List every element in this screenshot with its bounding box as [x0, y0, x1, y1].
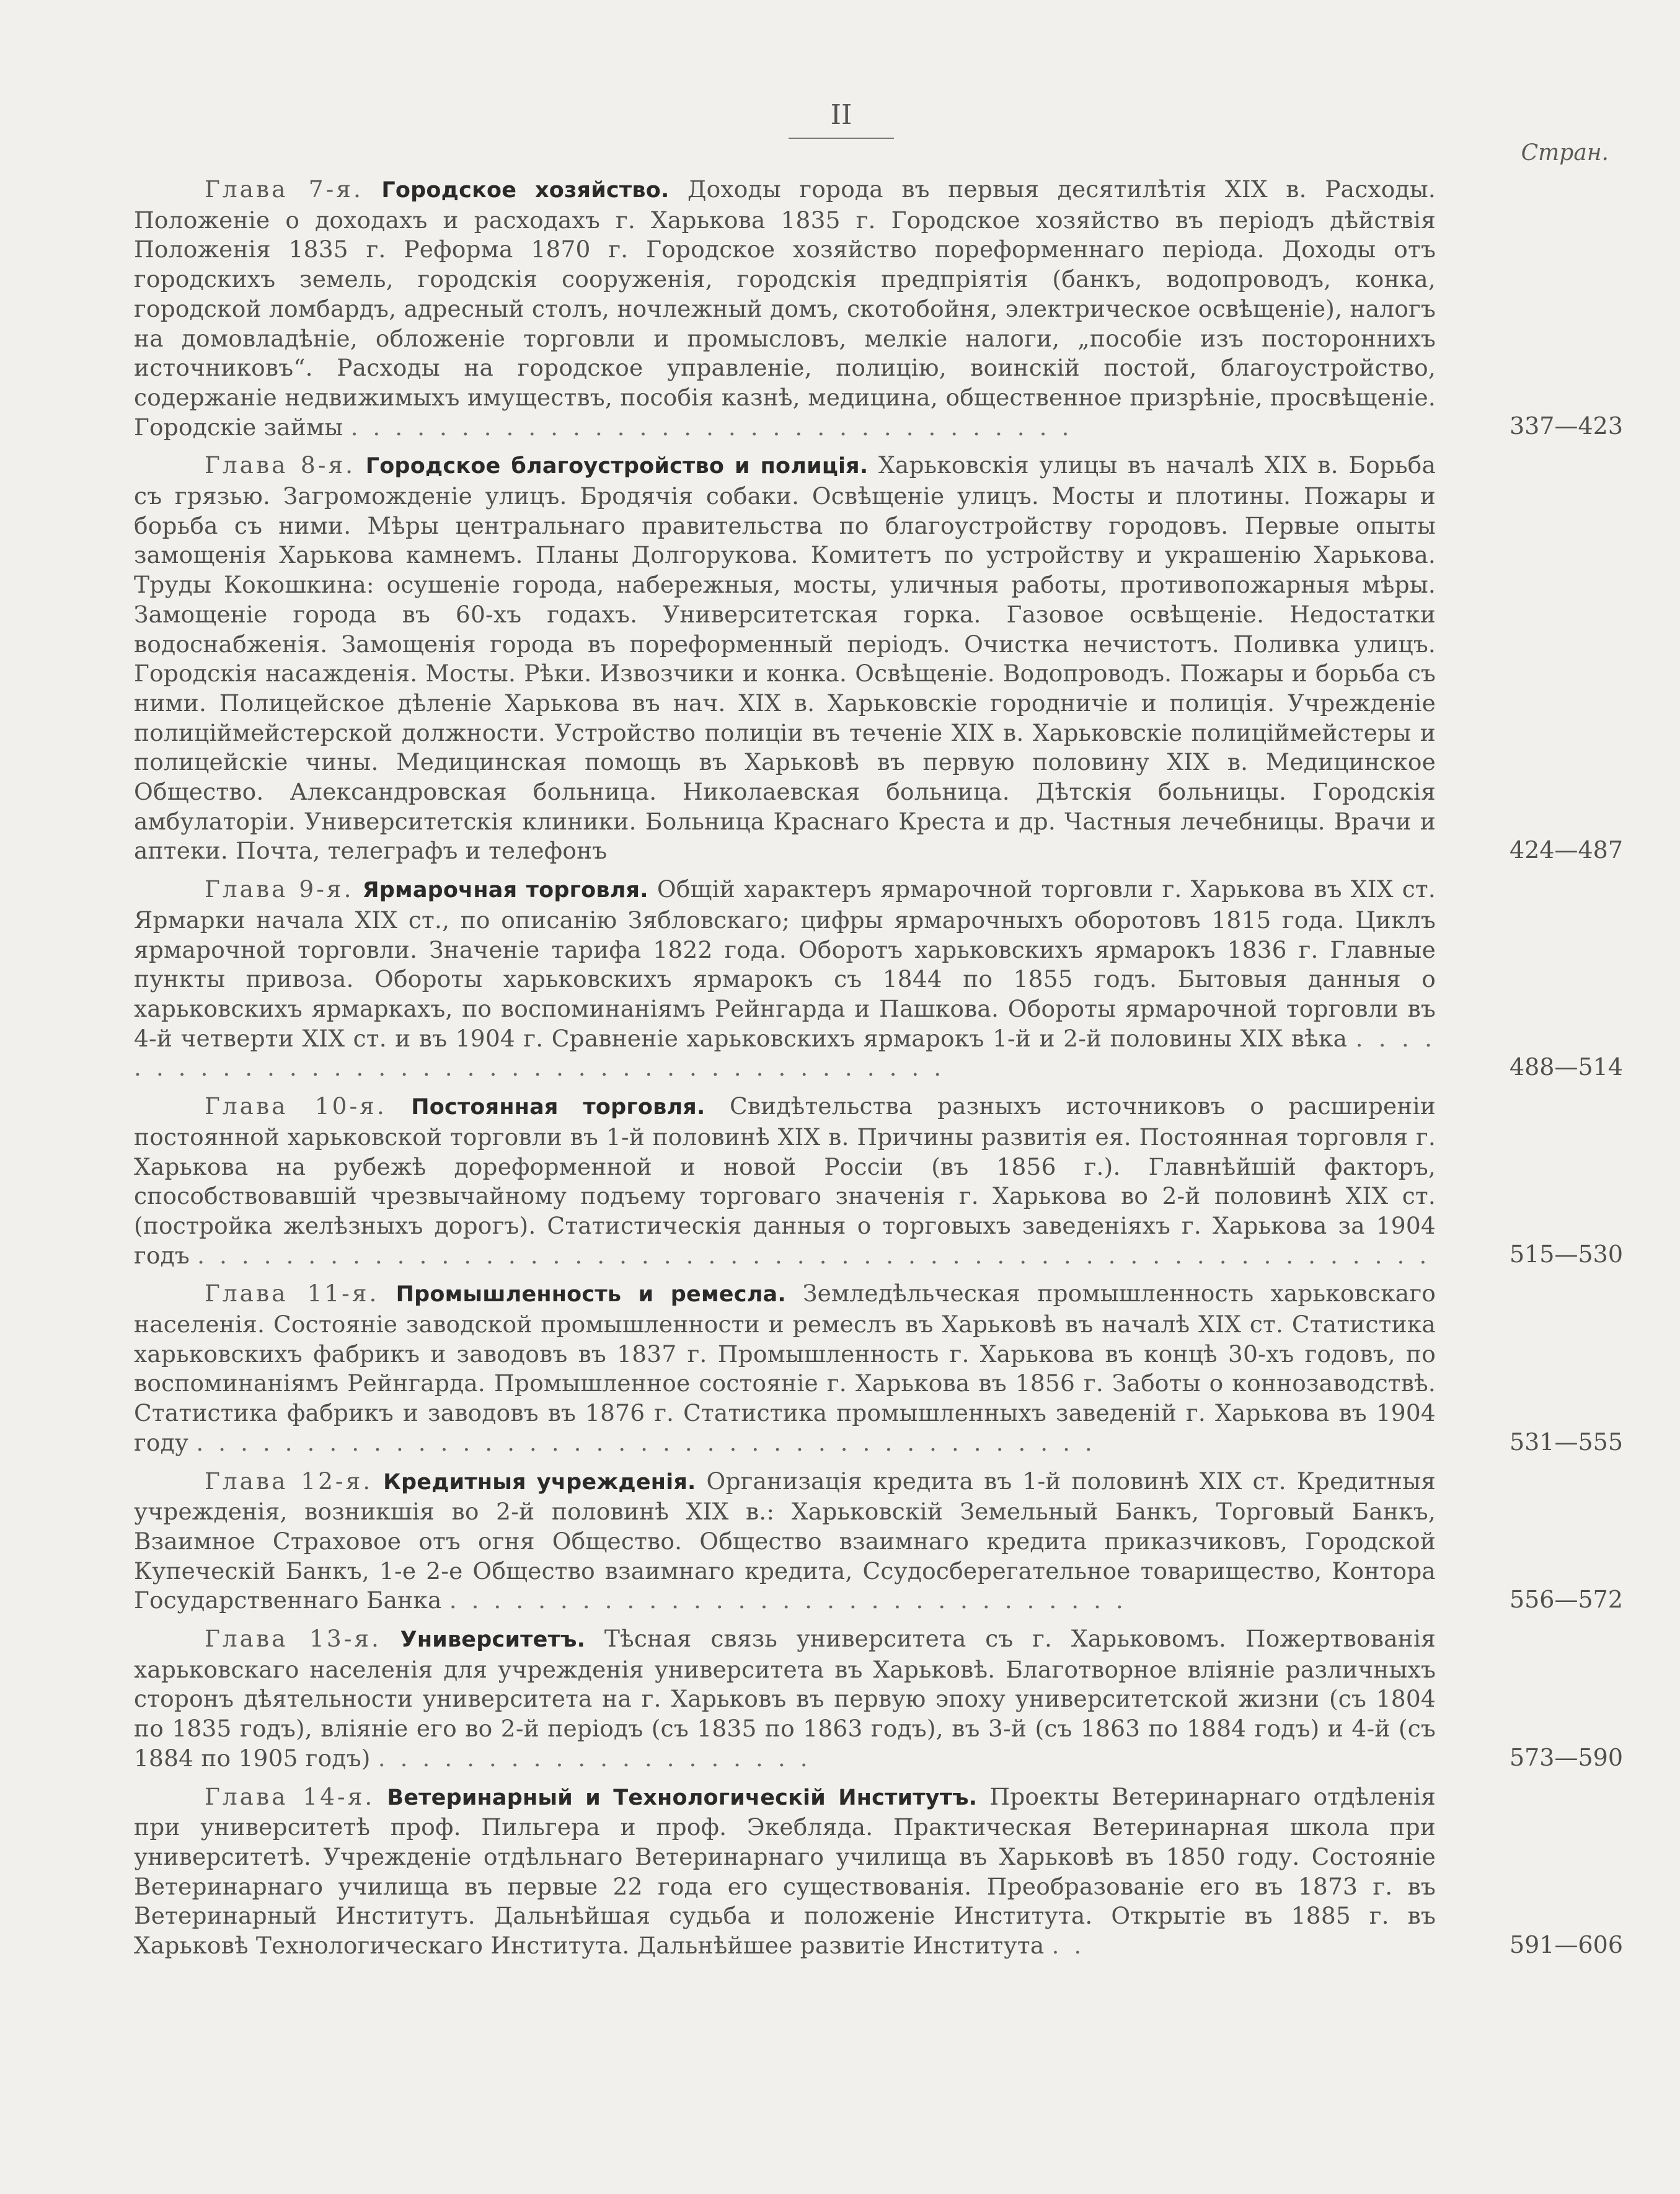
- toc-entry-chapter-14: [134, 1782, 1653, 1961]
- toc-entry-chapter-7: [134, 175, 1653, 442]
- chapter-summary: Проекты Ветеринарнаго отдѣленія при университетѣ проф. Пильгера и проф. Экебляда. Практическая Ветеринарная школа при университетѣ. Учрежденіе отдѣльнаго Ветеринарнаго училища въ Харьковѣ въ 1850 году. Состояніе Ветеринарнаго училища въ первые 22 года его существованія. Преобразованіе его въ 1873 г. въ Ветеринарный Институтъ. Дальнѣйшая судьба и положеніе Института. Открытіе въ 1885 г. въ Харьковѣ Технологическаго Института. Дальнѣйшее развитіе Института: [134, 1782, 1436, 1960]
- dot-leader: . . . . . . . . . . . . . . . . . . . .: [378, 1744, 811, 1772]
- chapter-label: Глава 8-я.: [205, 451, 356, 479]
- page-range: 556—572: [1509, 1586, 1623, 1614]
- dot-leader: . . . . . . . . . . . . . . . . . . . . . . . . . . . . . . . . .: [350, 413, 1073, 441]
- toc-entry-chapter-8: [134, 451, 1653, 866]
- toc-entry-text: [134, 1624, 1436, 1774]
- toc-entry-text: [134, 875, 1436, 1083]
- chapter-title: Промышленность и ремесла.: [396, 1282, 786, 1307]
- chapter-summary: Тѣсная связь университета съ г. Харьковомъ. Пожертвованія харьковскаго населенія для учрежденія университета въ Харьковѣ. Благотворное вліяніе различныхъ сторонъ дѣятельности университета на г. Харьковъ въ первую эпоху университетской жизни (съ 1804 по 1835 годъ), вліяніе его во 2-й періодъ (съ 1835 по 1863 годъ), въ 3-й (съ 1863 по 1884 годъ) и 4-й (съ 1884 по 1905 годъ): [134, 1625, 1436, 1772]
- toc-entry-chapter-12: [134, 1467, 1653, 1616]
- pages-column-header: Стран.: [1521, 140, 1609, 166]
- chapter-title: Университетъ.: [400, 1627, 586, 1653]
- chapter-title: Городское благоустройство и полиція.: [365, 454, 869, 479]
- chapter-label: Глава 13-я.: [205, 1625, 381, 1653]
- chapter-label: Глава 12-я.: [205, 1467, 373, 1495]
- page-range: 531—555: [1509, 1428, 1623, 1456]
- chapter-summary: Доходы города въ первыя десятилѣтія XIX в. Расходы. Положеніе о доходахъ и расходахъ г. Харькова 1835 г. Городское хозяйство въ періодъ дѣйствія Положенія 1835 г. Реформа 1870 г. Городское хозяйство пореформеннаго періода. Доходы отъ городскихъ земель, городскія сооруженія, городскія предпріятія (банкъ, водопроводъ, конка, городской ломбардъ, адресный столъ, ночлежный домъ, скотобойня, электрическое освѣщеніе), налогъ на домовладѣніе, обложеніе торговли и промысловъ, мелкіе налоги, „пособіе изъ постороннихъ источниковъ“. Расходы на городское управленіе, полицію, воинскій постой, благоустройство, содержаніе недвижимыхъ имуществъ, пособія казнѣ, медицина, общественное призрѣніе, просвѣщеніе. Городскіе займы: [134, 175, 1436, 441]
- toc-entry-chapter-13: [134, 1624, 1653, 1774]
- dot-leader: . . . . . . . . . . . . . . . . . . . . . . . . . . . . . . . . . . . . . . . . . . . . . . . . . . . . . . . .: [197, 1241, 1431, 1269]
- toc-entry-text: [134, 1467, 1436, 1616]
- toc-entry-text: [134, 175, 1436, 442]
- chapter-label: Глава 10-я.: [205, 1092, 387, 1120]
- page-range: 337—423: [1509, 412, 1623, 440]
- page-range: 573—590: [1509, 1743, 1623, 1771]
- chapter-label: Глава 9-я.: [205, 875, 354, 903]
- toc-entry-chapter-10: [134, 1092, 1653, 1270]
- chapter-summary: Организація кредита въ 1-й половинѣ XIX ст. Кредитныя учрежденія, возникшія во 2-й половинѣ XIX в.: Харьковскій Земельный Банкъ, Торговый Банкъ, Взаимное Страховое отъ огня Общество. Общество взаимнаго кредита приказчиковъ, Городской Купеческій Банкъ, 1-е 2-е Общество взаимнаго кредита, Ссудосберегательное товарищество, Контора Государственнаго Банка: [134, 1467, 1436, 1614]
- chapter-title: Ярмарочная торговля.: [362, 878, 648, 903]
- chapter-label: Глава 11-я.: [205, 1280, 379, 1307]
- dot-leader: . . . . . . . . . . . . . . . . . . . . . . . . . . . . . . . . . . . . . . . . .: [196, 1428, 1096, 1456]
- chapter-label: Глава 14-я.: [205, 1782, 375, 1810]
- chapter-title: Ветеринарный и Технологическій Институтъ.: [387, 1785, 978, 1810]
- toc-entry-text: [134, 1092, 1436, 1270]
- chapter-label: Глава 7-я.: [205, 175, 363, 203]
- page-number: II: [830, 99, 852, 131]
- chapter-title: Кредитныя учрежденія.: [383, 1469, 696, 1495]
- toc-entry-text: [134, 1782, 1436, 1961]
- page-number-rule: [789, 138, 894, 139]
- chapter-summary: Харьковскія улицы въ началѣ XIX в. Борьба съ грязью. Загроможденіе улицъ. Бродячія собаки. Освѣщеніе улицъ. Мосты и плотины. Пожары и борьба съ ними. Мѣры центральнаго правительства по благоустройству городовъ. Первые опыты замощенія Харькова камнемъ. Планы Долгорукова. Комитетъ по устройству и украшенію Харькова. Труды Кокошкина: осушеніе города, набережныя, мосты, уличныя работы, противопожарныя мѣры. Замощеніе города въ 60-хъ годахъ. Университетская горка. Газовое освѣщеніе. Недостатки водоснабженія. Замощенія города въ пореформенный періодъ. Очистка нечистотъ. Поливка улицъ. Городскія насажденія. Мосты. Рѣки. Извозчики и конка. Освѣщеніе. Водопроводъ. Пожары и борьба съ ними. Полицейское дѣленіе Харькова въ нач. XIX в. Харьковскіе городничіе и полиція. Учрежденіе полиціймейстерской должности. Устройство полиціи въ теченіе XIX в. Харьковскіе полиціймейстеры и полицейскіе чины. Медицинская помощь въ Харьковѣ въ первую половину XIX в. Медицинское Общество. Александровская больница. Николаевская больница. Дѣтскія больницы. Городскія амбулаторіи. Университетскія клиники. Больница Краснаго Креста и др. Частныя лечебницы. Врачи и аптеки. Почта, телеграфъ и телефонъ: [134, 451, 1436, 865]
- toc-entry-text: [134, 451, 1436, 866]
- chapter-title: Городское хозяйство.: [381, 178, 670, 203]
- chapter-title: Постоянная торговля.: [411, 1095, 705, 1120]
- dot-leader: . . . . . . . . . . . . . . . . . . . . . . . . . . . . . . . . . . . . . . . . .: [134, 1024, 1436, 1082]
- table-of-contents: [134, 175, 1653, 1970]
- page-range: 591—606: [1509, 1931, 1623, 1958]
- chapter-summary: Свидѣтельства разныхъ источниковъ о расширеніи постоянной харьковской торговли въ 1-й половинѣ XIX в. Причины развитія ея. Постоянная торговля г. Харькова на рубежѣ дореформенной и новой Россіи (въ 1856 г.). Главнѣйшій факторъ, способствовавшій чрезвычайному подъему торговаго значенія г. Харькова во 2-й половинѣ XIX ст. (постройка желѣзныхъ дорогъ). Статистическія данныя о торговыхъ заведеніяхъ г. Харькова за 1904 годъ: [134, 1092, 1436, 1269]
- chapter-summary: Общій характеръ ярмарочной торговли г. Харькова въ XIX ст. Ярмарки начала XIX ст., по описанію Зябловскаго; цифры ярмарочныхъ оборотовъ 1815 года. Циклъ ярмарочной торговли. Значеніе тарифа 1822 года. Оборотъ харьковскихъ ярмарокъ 1836 г. Главные пункты привоза. Обороты харьковскихъ ярмарокъ съ 1844 по 1855 годъ. Бытовыя данныя о харьковскихъ ярмаркахъ, по воспоминаніямъ Рейнгарда и Пашкова. Обороты ярмарочной торговли въ 4-й четверти XIX ст. и въ 1904 г. Сравненіе харьковскихъ ярмарокъ 1-й и 2-й половины XIX вѣка: [134, 875, 1436, 1052]
- toc-entry-text: [134, 1279, 1436, 1458]
- page-range: 424—487: [1509, 836, 1623, 864]
- dot-leader: . .: [1051, 1932, 1085, 1960]
- toc-entry-chapter-9: [134, 875, 1653, 1083]
- page-range: 488—514: [1509, 1053, 1623, 1081]
- toc-entry-chapter-11: [134, 1279, 1653, 1458]
- dot-leader: . . . . . . . . . . . . . . . . . . . . . . . . . . . . . . .: [449, 1586, 1127, 1614]
- page-range: 515—530: [1509, 1241, 1623, 1268]
- chapter-summary: Земледѣльческая промышленность харьковскаго населенія. Состояніе заводской промышленности и ремеслъ въ Харьковѣ въ началѣ XIX ст. Статистика харьковскихъ фабрикъ и заводовъ въ 1837 г. Промышленность г. Харькова въ концѣ 30-хъ годовъ, по воспоминаніямъ Рейнгарда. Промышленное состояніе г. Харькова въ 1856 г. Заботы о коннозаводствѣ. Статистика фабрикъ и заводовъ въ 1876 г. Статистика промышленныхъ заведеній г. Харькова въ 1904 году: [134, 1280, 1436, 1456]
